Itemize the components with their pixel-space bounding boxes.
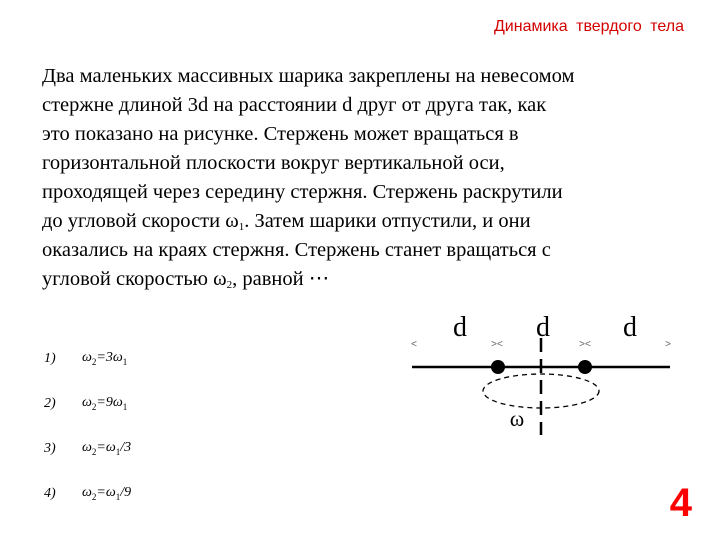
problem-text-part: , равной ⋯ <box>232 268 330 290</box>
answer-number: 3) <box>44 440 56 456</box>
omega-symbol: ω <box>82 350 92 366</box>
problem-line: это показано на рисунке. Стержень может вращаться в <box>42 123 519 145</box>
label-d-middle: d <box>536 312 550 343</box>
label-d-left: d <box>453 312 467 343</box>
omega-label: ω <box>509 406 525 431</box>
dimension-arrow: >< <box>491 339 503 350</box>
problem-text-part: угловой скоростью ω <box>42 268 227 290</box>
problem-line: Два маленьких массивных шарика закреплены на невесомом <box>42 65 575 87</box>
omega-symbol: ω <box>82 395 92 411</box>
problem-line: горизонтальной плоскости вокруг вертикальной оси, <box>42 152 505 174</box>
problem-line: стержне длиной 3d на расстоянии d друг от друга так, как <box>42 94 547 116</box>
answer-formula <box>82 350 127 367</box>
ball-left <box>491 360 505 374</box>
formula-part: /9 <box>120 485 132 501</box>
formula-part: /3 <box>120 440 132 456</box>
subscript: 1 <box>238 221 245 233</box>
formula-part: =ω <box>96 440 116 456</box>
dimension-arrow: < <box>411 339 417 350</box>
dimension-arrow: >< <box>579 339 591 350</box>
subscript: 2 <box>91 491 97 502</box>
answer-formula <box>82 440 131 457</box>
label-d-right: d <box>623 312 637 343</box>
subscript: 2 <box>91 446 97 457</box>
answer-options <box>44 336 131 516</box>
problem-text <box>42 62 682 294</box>
answer-number: 1) <box>44 350 56 366</box>
rod-diagram <box>400 300 700 450</box>
formula-part: =9ω <box>96 395 123 411</box>
slide-number: 4 <box>669 481 692 525</box>
ball-right <box>578 360 592 374</box>
answer-formula <box>82 485 131 502</box>
answer-option[interactable] <box>44 381 131 426</box>
problem-line <box>42 265 682 294</box>
subscript: 1 <box>122 356 128 367</box>
topic-header: Динамика твердого тела <box>493 18 684 35</box>
subscript: 1 <box>122 401 128 412</box>
subscript: 2 <box>91 401 97 412</box>
problem-line: проходящей через середину стержня. Стержень раскрутили <box>42 181 563 203</box>
dimension-arrow: > <box>665 339 671 350</box>
problem-line <box>42 207 682 236</box>
problem-line: оказались на краях стержня. Стержень станет вращаться с <box>42 239 551 261</box>
subscript: 2 <box>91 356 97 367</box>
formula-part: =3ω <box>96 350 123 366</box>
problem-text-part: до угловой скорости ω <box>42 210 239 232</box>
omega-symbol: ω <box>82 440 92 456</box>
subscript: 1 <box>115 446 121 457</box>
answer-formula <box>82 395 127 412</box>
answer-option[interactable] <box>44 336 131 381</box>
answer-option[interactable] <box>44 471 131 516</box>
subscript: 1 <box>115 491 121 502</box>
omega-symbol: ω <box>82 485 92 501</box>
formula-part: =ω <box>96 485 116 501</box>
answer-option[interactable] <box>44 426 131 471</box>
problem-text-part: . Затем шарики отпустили, и они <box>244 210 531 232</box>
subscript: 2 <box>226 279 233 291</box>
answer-number: 4) <box>44 485 56 501</box>
answer-number: 2) <box>44 395 56 411</box>
